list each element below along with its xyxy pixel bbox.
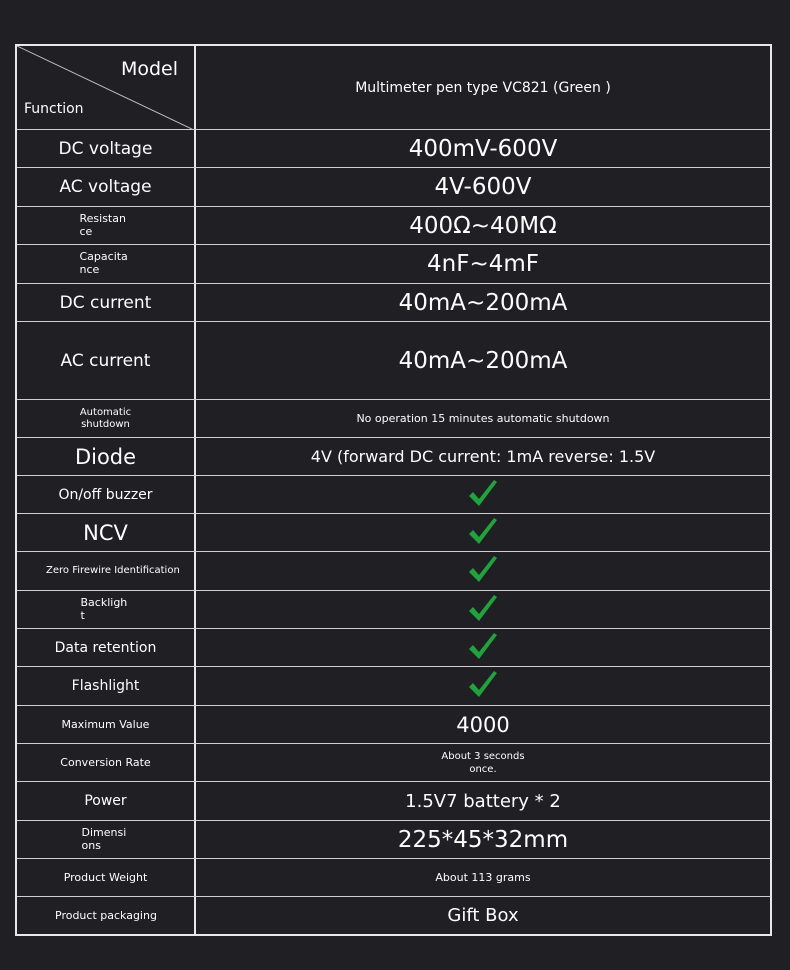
value-cell <box>196 284 770 321</box>
value-cell <box>196 859 770 896</box>
table-row <box>17 667 770 706</box>
table-row <box>17 322 770 400</box>
value-cell <box>196 207 770 244</box>
function-name: NCV <box>83 520 128 545</box>
function-cell <box>17 245 194 283</box>
value-cell <box>196 552 770 590</box>
function-name: DC voltage <box>58 138 153 159</box>
value-text: About 3 seconds once. <box>441 750 525 775</box>
table-row <box>17 629 770 667</box>
table-row <box>17 245 770 284</box>
function-name: Power <box>84 793 127 809</box>
value-text: 4000 <box>456 712 510 737</box>
value-cell <box>196 322 770 399</box>
value-text: 4nF~4mF <box>427 251 539 277</box>
function-name: Data retention <box>54 639 157 656</box>
value-cell <box>196 821 770 858</box>
function-name: Diode <box>74 444 137 469</box>
function-cell <box>17 859 194 896</box>
model-value-cell <box>196 46 770 129</box>
value-cell <box>196 897 770 934</box>
function-cell <box>17 744 194 781</box>
function-cell <box>17 400 194 437</box>
function-name: On/off buzzer <box>58 486 153 503</box>
function-name: AC current <box>60 350 151 371</box>
function-cell <box>17 591 194 628</box>
table-row <box>17 897 770 934</box>
function-name: Backlight <box>80 595 128 622</box>
value-text: 400mV-600V <box>408 135 558 162</box>
header-row <box>17 46 770 130</box>
function-cell <box>17 629 194 666</box>
function-cell <box>17 284 194 321</box>
checkmark-icon <box>466 516 500 550</box>
value-cell <box>196 629 770 666</box>
function-cell <box>17 207 194 244</box>
function-name: AC voltage <box>59 177 152 197</box>
spec-table <box>15 44 772 936</box>
header-diagonal-cell <box>17 46 194 129</box>
value-cell <box>196 782 770 820</box>
value-text: 225*45*32mm <box>397 826 569 853</box>
value-cell <box>196 514 770 551</box>
table-row <box>17 706 770 744</box>
function-name: Product Weight <box>63 871 148 884</box>
value-text: 400Ω~40MΩ <box>409 212 557 239</box>
table-row <box>17 591 770 629</box>
table-row <box>17 207 770 245</box>
table-row <box>17 514 770 552</box>
table-row <box>17 821 770 859</box>
function-cell <box>17 706 194 743</box>
function-name: Dimensions <box>81 825 127 852</box>
function-cell <box>17 438 194 475</box>
table-row <box>17 284 770 322</box>
function-name: Automatic shutdown <box>79 406 132 430</box>
value-text: No operation 15 minutes automatic shutdown <box>356 412 610 425</box>
value-cell <box>196 130 770 167</box>
value-text: 4V (forward DC current: 1mA reverse: 1.5V <box>310 447 656 466</box>
table-row <box>17 744 770 782</box>
value-cell <box>196 744 770 781</box>
function-name: Conversion Rate <box>60 756 151 769</box>
value-cell <box>196 667 770 705</box>
value-cell <box>196 245 770 283</box>
function-name: Product packaging <box>55 909 157 922</box>
value-cell <box>196 476 770 513</box>
function-cell <box>17 782 194 820</box>
value-text: 4V-600V <box>434 174 532 200</box>
table-row <box>17 438 770 476</box>
table-row <box>17 552 770 591</box>
value-text: 40mA~200mA <box>398 289 568 316</box>
function-cell <box>17 514 194 551</box>
value-text: Gift Box <box>447 905 519 926</box>
checkmark-icon <box>466 478 500 512</box>
table-row <box>17 782 770 821</box>
function-name: Resistance <box>79 211 126 238</box>
function-cell <box>17 897 194 934</box>
value-cell <box>196 438 770 475</box>
function-name: Zero Firewire Identification <box>46 565 180 576</box>
table-row <box>17 859 770 897</box>
table-row <box>17 168 770 207</box>
function-cell <box>17 821 194 858</box>
function-cell <box>17 130 194 167</box>
checkmark-icon <box>466 669 500 703</box>
value-cell <box>196 591 770 628</box>
value-text: 1.5V7 battery * 2 <box>405 790 561 812</box>
function-label: Function <box>24 101 84 117</box>
table-row <box>17 476 770 514</box>
function-name: Capacitance <box>79 250 128 276</box>
value-text: 40mA~200mA <box>398 347 568 374</box>
function-cell <box>17 322 194 399</box>
value-text: About 113 grams <box>435 871 531 884</box>
function-name: Flashlight <box>71 678 140 694</box>
table-row <box>17 400 770 438</box>
checkmark-icon <box>466 593 500 627</box>
function-name: DC current <box>59 292 152 313</box>
checkmark-icon <box>466 554 500 588</box>
table-row <box>17 130 770 168</box>
value-cell <box>196 168 770 206</box>
function-cell <box>17 667 194 705</box>
value-cell <box>196 400 770 437</box>
function-cell <box>17 476 194 513</box>
function-cell <box>17 168 194 206</box>
model-label: Model <box>120 58 178 80</box>
value-cell <box>196 706 770 743</box>
checkmark-icon <box>466 631 500 665</box>
model-value: Multimeter pen type VC821 (Green ) <box>355 79 611 96</box>
function-cell <box>17 552 194 590</box>
function-name: Maximum Value <box>61 718 150 731</box>
